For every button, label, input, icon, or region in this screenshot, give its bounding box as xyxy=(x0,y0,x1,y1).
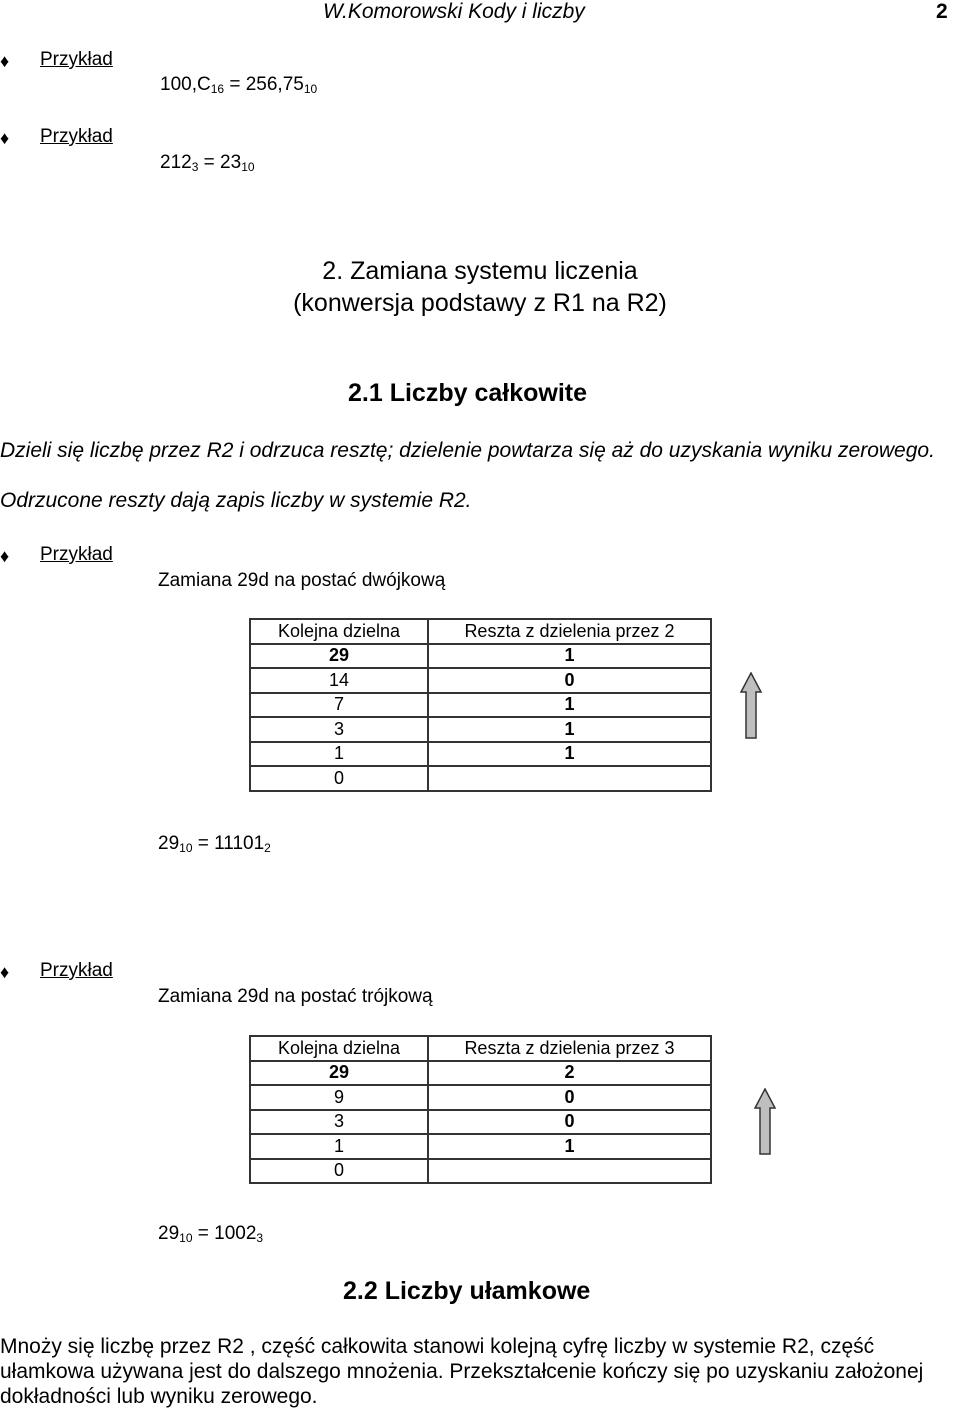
diamond-bullet-icon: ♦ xyxy=(0,128,10,148)
up-arrow-icon xyxy=(739,672,763,740)
division-table-ternary xyxy=(249,1035,712,1184)
section-title-line2: (konwersja podstawy z R1 na R2) xyxy=(293,289,667,317)
table-cell: 29 xyxy=(250,644,428,669)
table-row xyxy=(250,742,711,767)
table-cell xyxy=(428,1159,711,1184)
table-cell: 3 xyxy=(250,1110,428,1135)
table-header: Reszta z dzielenia przez 3 xyxy=(428,1036,711,1061)
table-cell: 29 xyxy=(250,1061,428,1086)
table-row xyxy=(250,1085,711,1110)
conversion-result: $29_{10} = 1002_3$ xyxy=(158,1223,264,1245)
table-cell: 1 xyxy=(428,717,711,742)
table-cell: 0 xyxy=(250,1159,428,1184)
table-cell: 7 xyxy=(250,693,428,718)
table-cell: 1 xyxy=(250,742,428,767)
paragraph: Odrzucone reszty dają zapis liczby w systemie R2. xyxy=(0,489,472,512)
page-number: 2 xyxy=(936,0,948,23)
table-cell: 0 xyxy=(428,1110,711,1135)
example-label: Przykład xyxy=(40,126,113,147)
up-arrow-icon xyxy=(753,1088,777,1156)
table-cell: 1 xyxy=(428,1134,711,1159)
table-cell: 14 xyxy=(250,668,428,693)
diamond-bullet-icon: ♦ xyxy=(0,546,10,566)
division-table-binary xyxy=(249,618,712,792)
example-label: Przykład xyxy=(40,960,113,981)
table-row xyxy=(250,1061,711,1086)
table-header: Kolejna dzielna xyxy=(250,1036,428,1061)
table-header: Kolejna dzielna xyxy=(250,619,428,644)
table-row xyxy=(250,717,711,742)
table-cell xyxy=(428,766,711,791)
example-formula: $212_3 = 23_{10}$ xyxy=(160,152,255,174)
table-row xyxy=(250,644,711,669)
table-header-row xyxy=(250,619,711,644)
table-row xyxy=(250,766,711,791)
table-row xyxy=(250,1134,711,1159)
table-row xyxy=(250,1159,711,1184)
subsection-title: 2.1 Liczby całkowite xyxy=(348,379,587,407)
table-cell: 0 xyxy=(428,1085,711,1110)
table-header-row xyxy=(250,1036,711,1061)
table-cell: 0 xyxy=(250,766,428,791)
table-cell: 1 xyxy=(428,742,711,767)
table-cell: 1 xyxy=(428,644,711,669)
section-title-line1: 2. Zamiana systemu liczenia xyxy=(322,257,638,285)
table-cell: 9 xyxy=(250,1085,428,1110)
diamond-bullet-icon: ♦ xyxy=(0,51,10,71)
table-header: Reszta z dzielenia przez 2 xyxy=(428,619,711,644)
paragraph: Mnoży się liczbę przez R2 , część całkowita stanowi kolejną cyfrę liczby w systemie R2, część ułamkowa używana jest do dalszego mnożenia. Przekształcenie kończy się po uzyskaniu założonej dokładności lub wyniku zerowego. xyxy=(0,1335,924,1408)
table-row xyxy=(250,1110,711,1135)
paragraph: Dzieli się liczbę przez R2 i odrzuca resztę; dzielenie powtarza się aż do uzyskania wyniku zerowego. xyxy=(0,439,935,462)
example-formula: $100,C_{16} = 256,75_{10}$ xyxy=(160,74,318,96)
document-header-title: W.Komorowski Kody i liczby xyxy=(323,0,585,23)
table-cell: 0 xyxy=(428,668,711,693)
table-cell: 1 xyxy=(250,1134,428,1159)
conversion-result: $29_{10} = 11101_2$ xyxy=(158,833,271,855)
subsection-title: 2.2 Liczby ułamkowe xyxy=(343,1277,591,1305)
example-label: Przykład xyxy=(40,49,113,70)
example-caption: Zamiana 29d na postać trójkową xyxy=(158,986,433,1007)
table-cell: 1 xyxy=(428,693,711,718)
example-label: Przykład xyxy=(40,544,113,565)
example-caption: Zamiana 29d na postać dwójkową xyxy=(158,570,446,591)
diamond-bullet-icon: ♦ xyxy=(0,962,10,982)
table-cell: 2 xyxy=(428,1061,711,1086)
table-row xyxy=(250,693,711,718)
table-row xyxy=(250,668,711,693)
table-cell: 3 xyxy=(250,717,428,742)
